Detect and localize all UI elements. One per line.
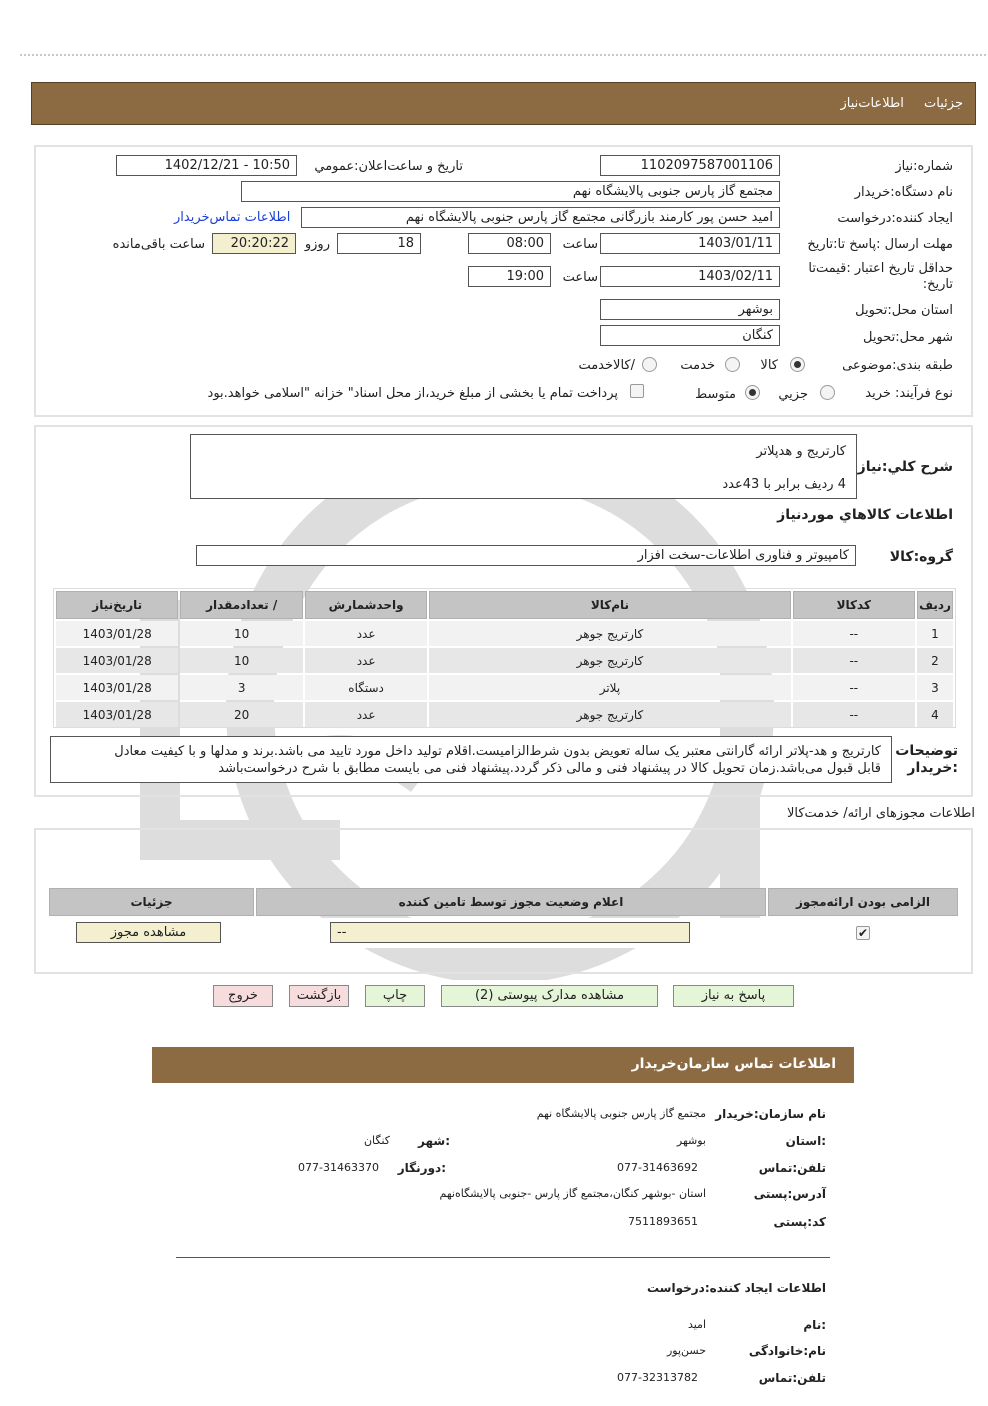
col-code: کدکالا — [793, 591, 915, 619]
col-qty: / تعداد‌مقدار — [180, 591, 302, 619]
deadline-time-field: 08:00 — [468, 233, 551, 254]
cell-qty: 10 — [180, 621, 302, 646]
address-value: استان -بوشهر کنگان،مجتمع گاز پارس -جنوبی پالایشگاه‌نهم — [439, 1187, 706, 1200]
postal-label: کد:پستی — [773, 1215, 826, 1229]
cell-code: -- — [793, 648, 915, 673]
phone-label: تلفن:تماس — [758, 1161, 826, 1175]
col-permit-details: جزئیات — [49, 888, 254, 916]
summary-line-2: 4 ردیف برابر با 43عدد — [722, 477, 846, 492]
days-field: 18 — [337, 233, 421, 254]
cell-unit: عدد — [305, 702, 427, 727]
process-label: نوع فرآیند: خرید — [865, 386, 953, 401]
postal-value: 7511893651 — [628, 1215, 698, 1228]
process-partial-radio[interactable] — [820, 385, 835, 400]
view-permit-button[interactable]: مشاهده مجوز — [76, 922, 221, 943]
table-row — [56, 648, 953, 673]
creator-label: ایجاد کننده:درخواست — [837, 211, 953, 226]
permit-required-checkbox[interactable]: ✔ — [857, 926, 869, 940]
need-number-field: 1102097587001106 — [600, 155, 780, 176]
category-goods-label: کالا — [760, 358, 778, 373]
contact-divider — [176, 1257, 830, 1258]
contact-province-label: :استان — [785, 1134, 826, 1148]
contact-province-value: بوشهر — [676, 1134, 706, 1147]
cell-name: کارتریج جوهر — [429, 648, 790, 673]
days-label: روزو — [304, 237, 330, 252]
buyer-notes-label: توضیحات :خریدار — [895, 743, 958, 776]
requester-family-value: حسن‌پور — [666, 1344, 706, 1357]
city-field: کنگان — [600, 325, 780, 346]
cell-code: -- — [793, 702, 915, 727]
deadline-date-field: 1403/01/11 — [600, 233, 780, 254]
tab-details[interactable]: جزئیات — [924, 96, 963, 111]
table-row — [49, 918, 958, 948]
permits-table-header — [49, 888, 958, 916]
table-row — [56, 621, 953, 646]
permit-status-field: -- — [330, 922, 690, 943]
creator-field: امید حسن پور کارمند بازرگانی مجتمع گاز پارس جنوبی پالایشگاه نهم — [301, 207, 780, 228]
requester-phone-value: 077-32313782 — [617, 1371, 698, 1384]
process-medium-label: متوسط — [695, 387, 736, 402]
permits-table — [47, 886, 960, 950]
print-button[interactable]: چاپ — [365, 985, 425, 1007]
fax-value: 077-31463370 — [298, 1161, 379, 1174]
validity-time-field: 19:00 — [468, 266, 551, 287]
reply-button[interactable]: پاسخ به نیاز — [673, 985, 794, 1007]
top-divider — [20, 54, 986, 56]
cell-name: کارتریج جوهر — [429, 702, 790, 727]
cell-name: کارتریج جوهر — [429, 621, 790, 646]
buyer-contact-link[interactable]: اطلاعات تماس‌خریدار — [174, 210, 291, 225]
city-label: شهر محل:تحویل — [863, 330, 953, 345]
phone-value: 077-31463692 — [617, 1161, 698, 1174]
category-service-radio[interactable] — [725, 357, 740, 372]
col-unit: واحد‌شمارش — [305, 591, 427, 619]
cell-name: پلاتر — [429, 675, 790, 700]
requester-family-label: نام:خانوادگی — [748, 1344, 826, 1358]
tab-need-info[interactable]: اطلاعات‌نیاز — [840, 96, 904, 111]
col-name: نام‌کالا — [429, 591, 790, 619]
need-number-label: شماره:نیاز — [895, 159, 953, 174]
exit-button[interactable]: خروج — [213, 985, 273, 1007]
cell-qty: 3 — [180, 675, 302, 700]
cell-date: 1403/01/28 — [56, 675, 178, 700]
cell-row: 1 — [917, 621, 953, 646]
category-both-radio[interactable] — [642, 357, 657, 372]
category-both-label: /کالاخدمت — [578, 358, 635, 373]
buyer-field: مجتمع گاز پارس جنوبی پالایشگاه نهم — [241, 181, 780, 202]
cell-code: -- — [793, 675, 915, 700]
cell-code: -- — [793, 621, 915, 646]
contact-header-bar — [152, 1047, 854, 1083]
contact-city-value: کنگان — [363, 1134, 390, 1147]
col-permit-required: الزامی بودن ارائه‌مجوز — [768, 888, 958, 916]
province-field: بوشهر — [600, 299, 780, 320]
requester-title: اطلاعات ایجاد کننده:درخواست — [646, 1281, 826, 1295]
attachments-button[interactable]: مشاهده مدارک پیوستی (2) — [441, 985, 658, 1007]
buyer-notes-box — [50, 736, 892, 783]
validity-time-label: ساعت — [562, 270, 598, 285]
summary-title: شرح کلي:نياز — [857, 459, 953, 475]
cell-unit: عدد — [305, 621, 427, 646]
goods-group-field: کامپیوتر و فناوری اطلاعات-سخت افزار — [196, 545, 856, 566]
items-table-header — [56, 591, 953, 619]
validity-date-field: 1403/02/11 — [600, 266, 780, 287]
category-goods-radio[interactable] — [790, 357, 805, 372]
items-table — [54, 589, 955, 729]
table-row — [56, 675, 953, 700]
province-label: استان محل:تحویل — [855, 303, 953, 318]
requester-name-value: امید — [687, 1318, 706, 1331]
category-label: طبقه بندی:موضوعی — [842, 358, 953, 373]
back-button[interactable]: بازگشت — [289, 985, 349, 1007]
address-label: آدرس:پستی — [753, 1187, 826, 1201]
summary-box — [190, 434, 857, 499]
deadline-label: مهلت ارسال :پاسخ تا:تاریخ — [807, 237, 953, 252]
treasury-payment-checkbox[interactable] — [630, 384, 644, 398]
org-value: مجتمع گاز پارس جنوبی پالایشگاه نهم — [536, 1107, 706, 1120]
goods-group-label: گروه:کالا — [889, 549, 953, 565]
cell-qty: 20 — [180, 702, 302, 727]
buyer-label: نام دستگاه:خریدار — [854, 185, 953, 200]
permit-status-cell — [256, 918, 766, 948]
contact-city-label: :شهر — [418, 1134, 450, 1148]
summary-line-1: کارتریج و هدپلاتر — [756, 444, 846, 459]
cell-row: 4 — [917, 702, 953, 727]
cell-row: 3 — [917, 675, 953, 700]
goods-info-title: اطلاعات کالاهاي مورد‌نياز — [777, 507, 953, 523]
buyer-notes-line-2: قابل قبول می‌باشد.زمان تحویل کالا در پیشنهاد فنی و مالی ذکر گردد.پیشنهاد فنی می بایست مطابق با شرح درخواست‌باشد — [218, 761, 881, 776]
cell-row: 2 — [917, 648, 953, 673]
process-partial-label: جزيي — [778, 387, 808, 402]
process-medium-radio[interactable] — [745, 385, 760, 400]
remaining-label: ساعت باقی‌مانده — [112, 237, 205, 252]
permit-required-cell — [768, 918, 958, 948]
cell-date: 1403/01/28 — [56, 621, 178, 646]
category-service-label: خدمت — [680, 358, 715, 373]
cell-date: 1403/01/28 — [56, 702, 178, 727]
table-row — [56, 702, 953, 727]
col-date: تاریخ‌نیاز — [56, 591, 178, 619]
contact-title: اطلاعات تماس سازمان‌خریدار — [631, 1056, 836, 1072]
col-permit-status: اعلام وضعیت مجوز توسط تامین کننده — [256, 888, 766, 916]
cell-date: 1403/01/28 — [56, 648, 178, 673]
announce-label: تاریخ و ساعت‌اعلان:عمومي — [314, 159, 463, 174]
validity-label: حداقل تاریخ اعتبار :قیمت‌تا تاریخ: — [808, 261, 953, 292]
requester-phone-label: تلفن:تماس — [758, 1371, 826, 1385]
buyer-notes-line-1: کارتریج و هد-پلاتر ارائه گارانتی معتبر یک ساله تعویض بدون شرط‌الزامیست.اقلام تولید داخل مورد تایید می باشد.برند و مدلها و با کیفیت معادل — [114, 744, 881, 759]
treasury-payment-note: پرداخت تمام یا بخشی از مبلغ خرید،از محل اسناد" خزانه "اسلامی خواهد.بود — [207, 386, 618, 401]
deadline-time-label: ساعت — [562, 237, 598, 252]
requester-name-label: :نام — [803, 1318, 826, 1332]
permit-details-cell — [49, 918, 254, 948]
cell-unit: عدد — [305, 648, 427, 673]
announce-date-field: 1402/12/21 - 10:50 — [116, 155, 297, 176]
permits-title: اطلاعات مجوزهای ارائه/ خدمت‌کالا — [786, 806, 975, 821]
org-label: نام سازمان:خریدار — [715, 1107, 826, 1121]
remaining-time-field: 20:20:22 — [212, 233, 296, 254]
header-bar — [31, 82, 976, 125]
col-row: ردیف — [917, 591, 953, 619]
cell-qty: 10 — [180, 648, 302, 673]
cell-unit: دستگاه — [305, 675, 427, 700]
fax-label: :دورنگار — [397, 1161, 446, 1175]
